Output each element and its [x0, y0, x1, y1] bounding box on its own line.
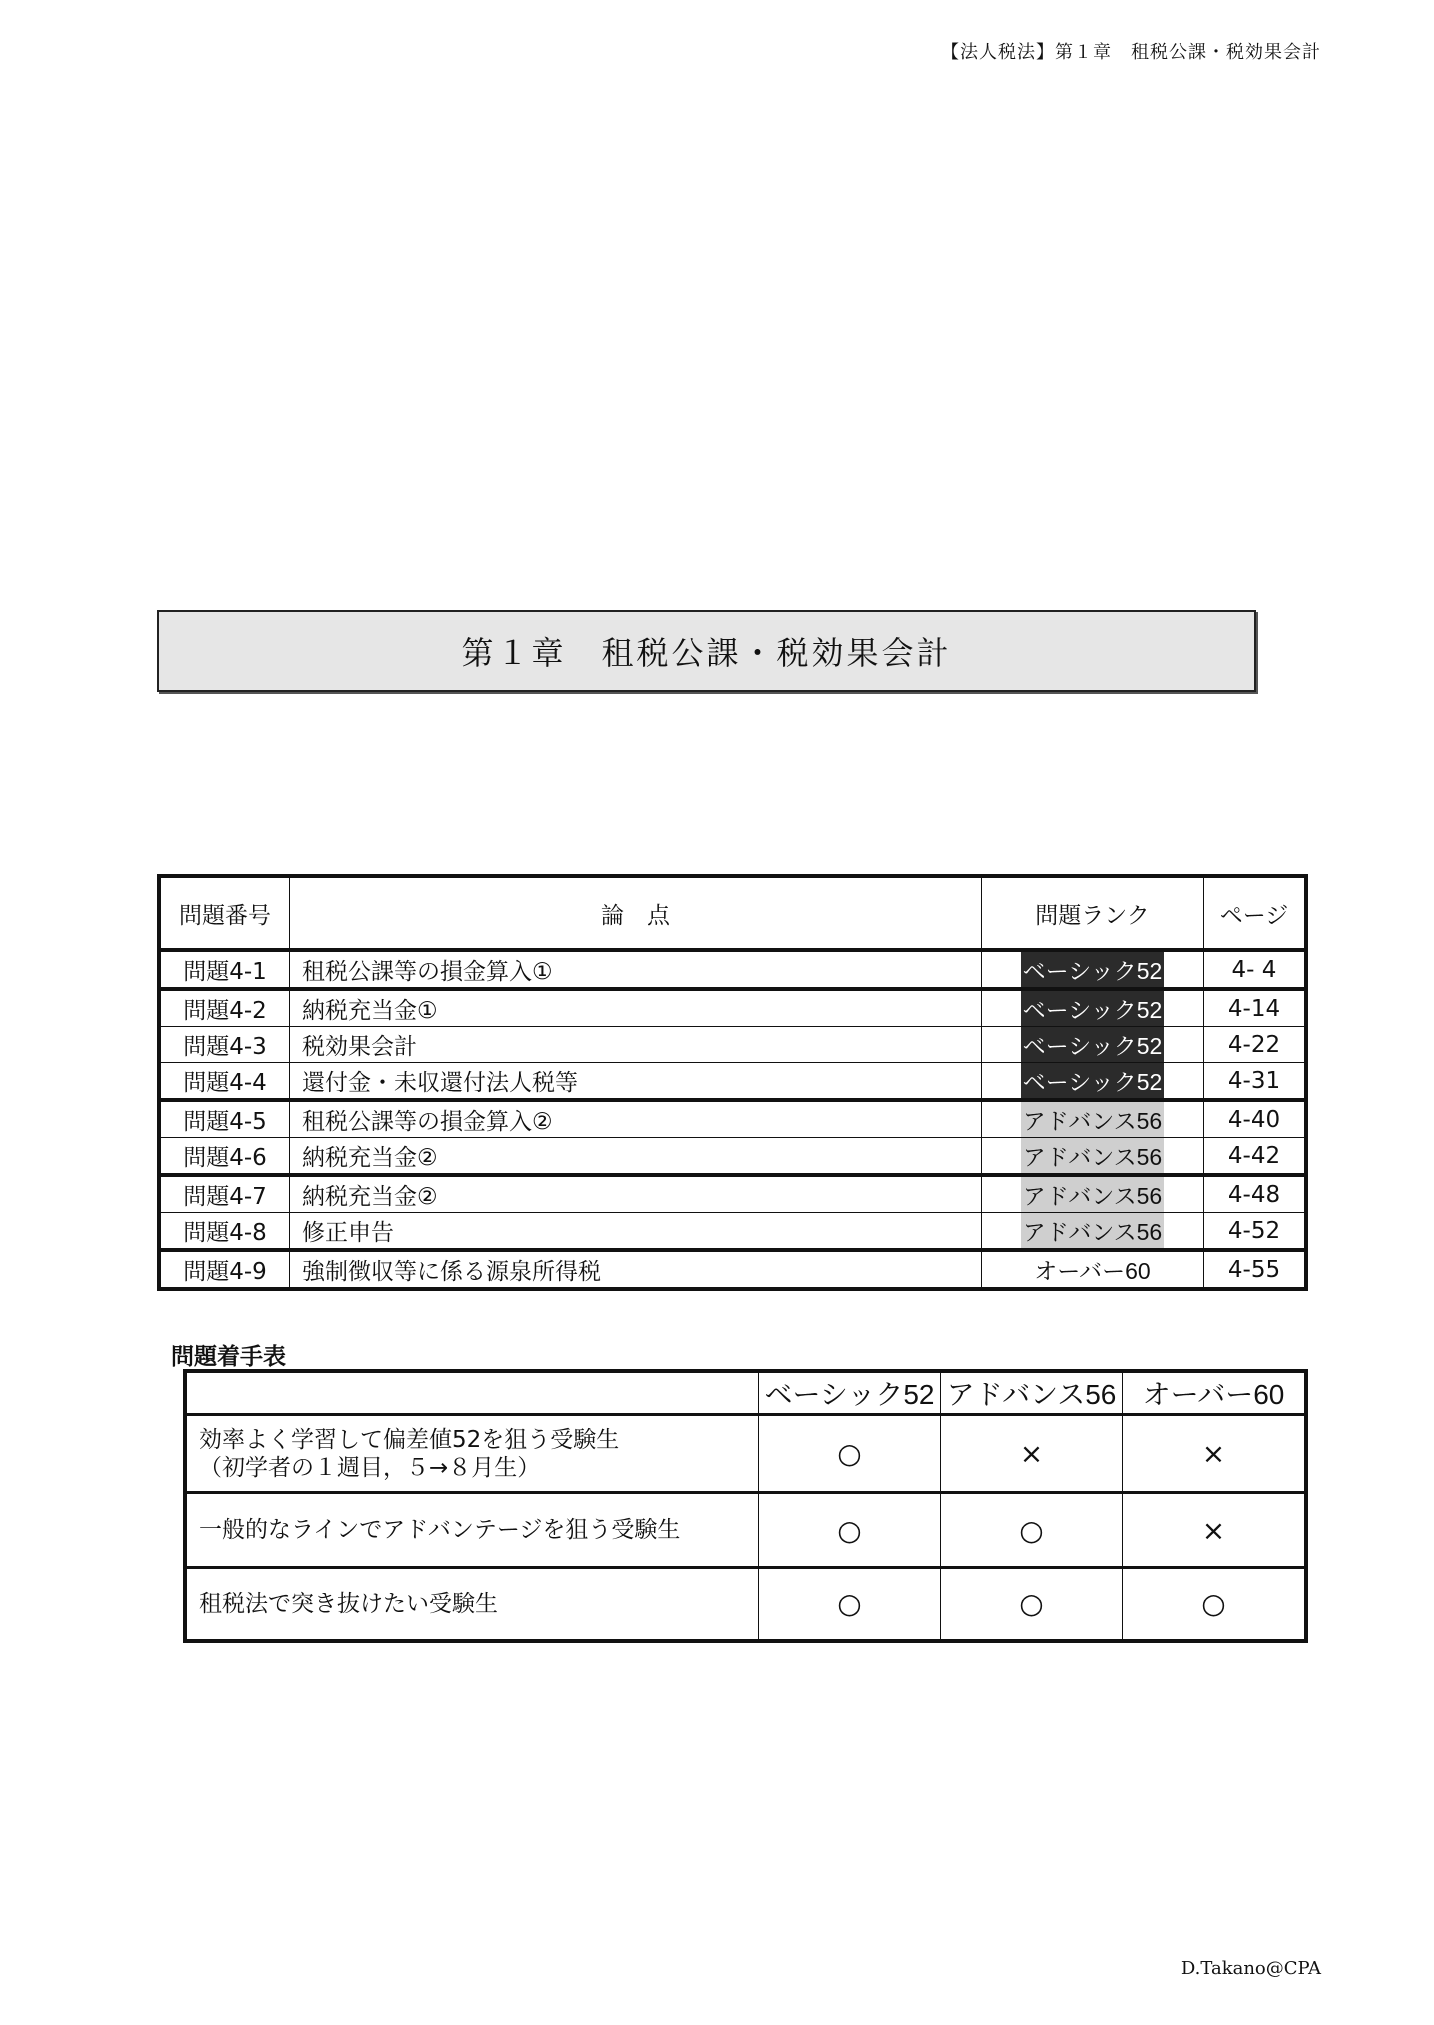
table-row	[159, 1213, 1306, 1251]
problem-page: 4- 4	[1204, 950, 1307, 989]
table-header-row	[185, 1371, 1306, 1415]
problem-number: 問題4-7	[159, 1175, 290, 1213]
problem-rank-cell	[982, 1250, 1204, 1289]
student-type-text: 効率よく学習して偏差値52を狙う受験生	[199, 1426, 620, 1453]
problem-rank-cell	[982, 1138, 1204, 1176]
chapter-title: 第１章 租税公課・税効果会計	[157, 610, 1256, 692]
rank-badge: アドバンス56	[1021, 1213, 1164, 1248]
table-row	[159, 1138, 1306, 1176]
rank-badge: アドバンス56	[1021, 1177, 1164, 1212]
student-type-note: （初学者の１週目，５→８月生）	[199, 1454, 541, 1481]
problem-rank-cell	[982, 1213, 1204, 1251]
problem-number: 問題4-3	[159, 1027, 290, 1063]
table-row	[159, 1100, 1306, 1138]
rank-badge: ベーシック52	[1021, 1027, 1165, 1062]
recommendation-mark: ○	[941, 1568, 1123, 1641]
problem-topic: 納税充当金②	[290, 1138, 982, 1176]
recommendation-mark: ×	[941, 1415, 1123, 1493]
problem-rank-cell	[982, 1175, 1204, 1213]
problem-page: 4-40	[1204, 1100, 1307, 1138]
problem-rank-cell	[982, 1063, 1204, 1101]
problem-topic: 還付金・未収還付法人税等	[290, 1063, 982, 1101]
header-blank	[185, 1371, 759, 1415]
problem-page: 4-55	[1204, 1250, 1307, 1289]
recommendation-mark: ○	[1123, 1568, 1307, 1641]
problem-page: 4-48	[1204, 1175, 1307, 1213]
recommendation-mark: ○	[759, 1493, 941, 1568]
header-over: オーバー60	[1123, 1371, 1307, 1415]
problem-rank-cell	[982, 989, 1204, 1027]
rank-badge: アドバンス56	[1021, 1102, 1164, 1137]
attempt-table	[183, 1369, 1308, 1643]
problem-page: 4-22	[1204, 1027, 1307, 1063]
student-type-text: 一般的なラインでアドバンテージを狙う受験生	[199, 1517, 681, 1543]
table-row	[159, 950, 1306, 989]
table-row	[185, 1568, 1306, 1641]
table-row	[159, 1175, 1306, 1213]
problems-table	[157, 874, 1308, 1291]
problem-topic: 租税公課等の損金算入①	[290, 950, 982, 989]
recommendation-mark: ○	[759, 1415, 941, 1493]
header-page: ページ	[1204, 876, 1307, 950]
problem-rank-cell	[982, 1027, 1204, 1063]
problem-number: 問題4-6	[159, 1138, 290, 1176]
attempt-table-label: 問題着手表	[171, 1344, 286, 1370]
student-type	[185, 1415, 759, 1493]
table-header-row	[159, 876, 1306, 950]
table-row	[159, 1250, 1306, 1289]
header-advance: アドバンス56	[941, 1371, 1123, 1415]
problem-topic: 税効果会計	[290, 1027, 982, 1063]
header-basic: ベーシック52	[759, 1371, 941, 1415]
running-header: 【法人税法】第１章 租税公課・税効果会計	[941, 42, 1321, 63]
problem-topic: 納税充当金①	[290, 989, 982, 1027]
rank-badge: ベーシック52	[1021, 952, 1165, 987]
problem-number: 問題4-8	[159, 1213, 290, 1251]
problem-number: 問題4-2	[159, 989, 290, 1027]
problem-topic: 修正申告	[290, 1213, 982, 1251]
header-topic: 論 点	[290, 876, 982, 950]
rank-badge: ベーシック52	[1021, 1063, 1165, 1098]
student-type	[185, 1493, 759, 1568]
problem-rank-cell	[982, 1100, 1204, 1138]
rank-badge: オーバー60	[1034, 1258, 1151, 1284]
table-row	[185, 1493, 1306, 1568]
problem-rank-cell	[982, 950, 1204, 989]
recommendation-mark: ○	[759, 1568, 941, 1641]
table-row	[185, 1415, 1306, 1493]
problem-number: 問題4-4	[159, 1063, 290, 1101]
problem-page: 4-52	[1204, 1213, 1307, 1251]
header-rank: 問題ランク	[982, 876, 1204, 950]
student-type	[185, 1568, 759, 1641]
recommendation-mark: ×	[1123, 1493, 1307, 1568]
problem-number: 問題4-5	[159, 1100, 290, 1138]
problem-topic: 強制徴収等に係る源泉所得税	[290, 1250, 982, 1289]
student-type-text: 租税法で突き抜けたい受験生	[199, 1590, 498, 1617]
problem-number: 問題4-9	[159, 1250, 290, 1289]
header-num: 問題番号	[159, 876, 290, 950]
table-row	[159, 989, 1306, 1027]
problem-page: 4-42	[1204, 1138, 1307, 1176]
problem-number: 問題4-1	[159, 950, 290, 989]
recommendation-mark: ×	[1123, 1415, 1307, 1493]
table-row	[159, 1027, 1306, 1063]
problem-page: 4-14	[1204, 989, 1307, 1027]
footer-author: D.Takano@CPA	[1180, 1958, 1321, 1979]
problem-page: 4-31	[1204, 1063, 1307, 1101]
rank-badge: アドバンス56	[1021, 1138, 1164, 1173]
problem-topic: 租税公課等の損金算入②	[290, 1100, 982, 1138]
recommendation-mark: ○	[941, 1493, 1123, 1568]
rank-badge: ベーシック52	[1021, 991, 1165, 1026]
table-row	[159, 1063, 1306, 1101]
problem-topic: 納税充当金②	[290, 1175, 982, 1213]
